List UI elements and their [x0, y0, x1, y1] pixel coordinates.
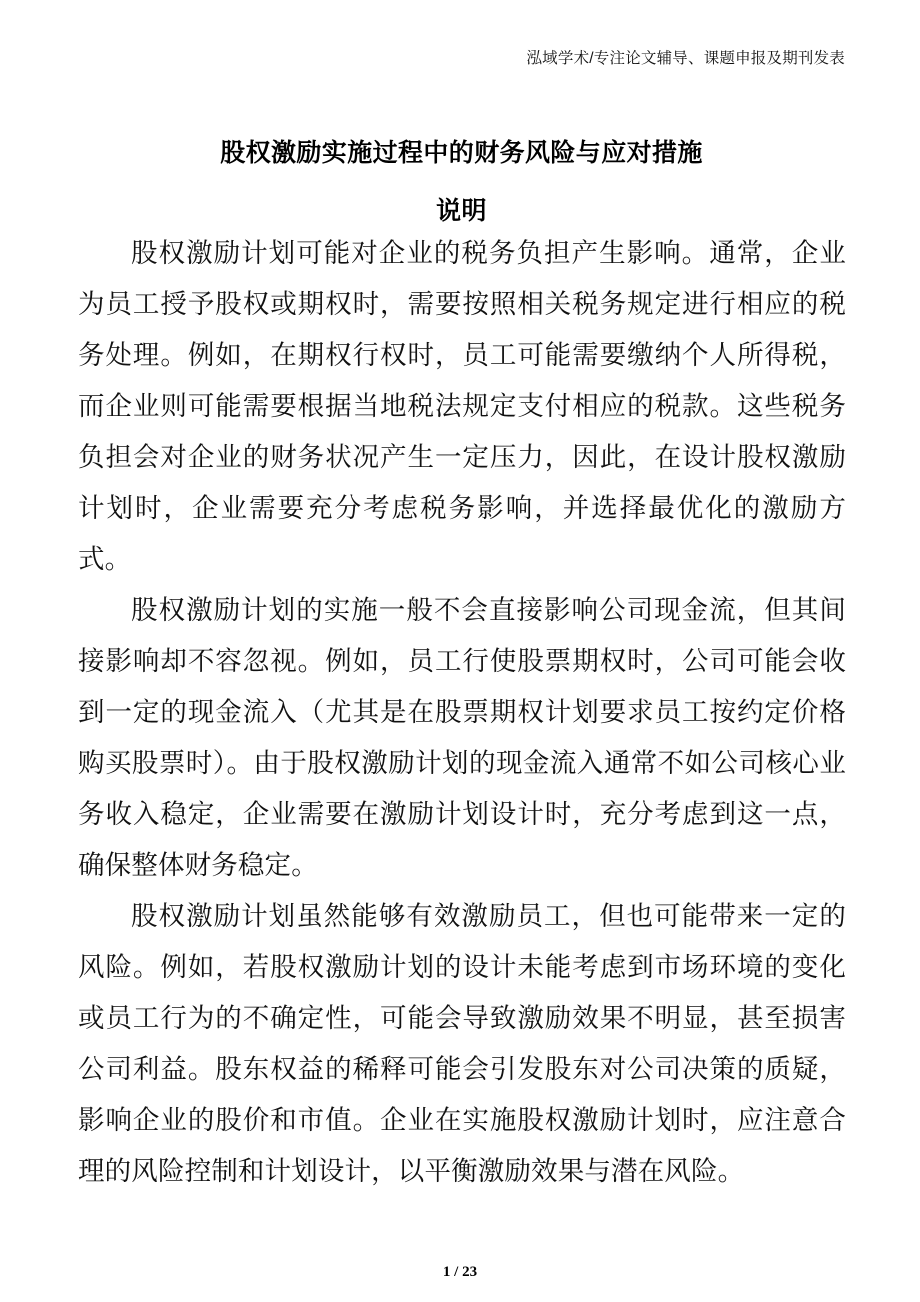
running-header: 泓域学术/专注论文辅导、课题申报及期刊发表 — [526, 50, 845, 67]
document-subtitle: 说明 — [436, 196, 487, 225]
page-title: 股权激励实施过程中的财务风险与应对措施 — [220, 138, 703, 167]
document-body — [78, 228, 846, 1197]
body-paragraph: 股权激励计划可能对企业的税务负担产生影响。通常，企业为员工授予股权或期权时，需要按照相关税务规定进行相应的税务处理。例如，在期权行权时，员工可能需要缴纳个人所得税，而企业则可能需要根据当地税法规定支付相应的税款。这些税务负担会对企业的财务状况产生一定压力，因此，在设计股权激励计划时，企业需要充分考虑税务影响，并选择最优化的激励方式。 — [78, 238, 846, 574]
body-paragraph: 股权激励计划的实施一般不会直接影响公司现金流，但其间接影响却不容忽视。例如，员工行使股票期权时，公司可能会收到一定的现金流入（尤其是在股票期权计划要求员工按约定价格购买股票时）。由于股权激励计划的现金流入通常不如公司核心业务收入稳定，企业需要在激励计划设计时，充分考虑到这一点，确保整体财务稳定。 — [78, 595, 846, 880]
page-number: 1 / 23 — [442, 1264, 478, 1280]
body-paragraph: 股权激励计划虽然能够有效激励员工，但也可能带来一定的风险。例如，若股权激励计划的设计未能考虑到市场环境的变化或员工行为的不确定性，可能会导致激励效果不明显，甚至损害公司利益。股东权益的稀释可能会引发股东对公司决策的质疑，影响企业的股价和市值。企业在实施股权激励计划时，应注意合理的风险控制和计划设计，以平衡激励效果与潜在风险。 — [78, 901, 846, 1186]
